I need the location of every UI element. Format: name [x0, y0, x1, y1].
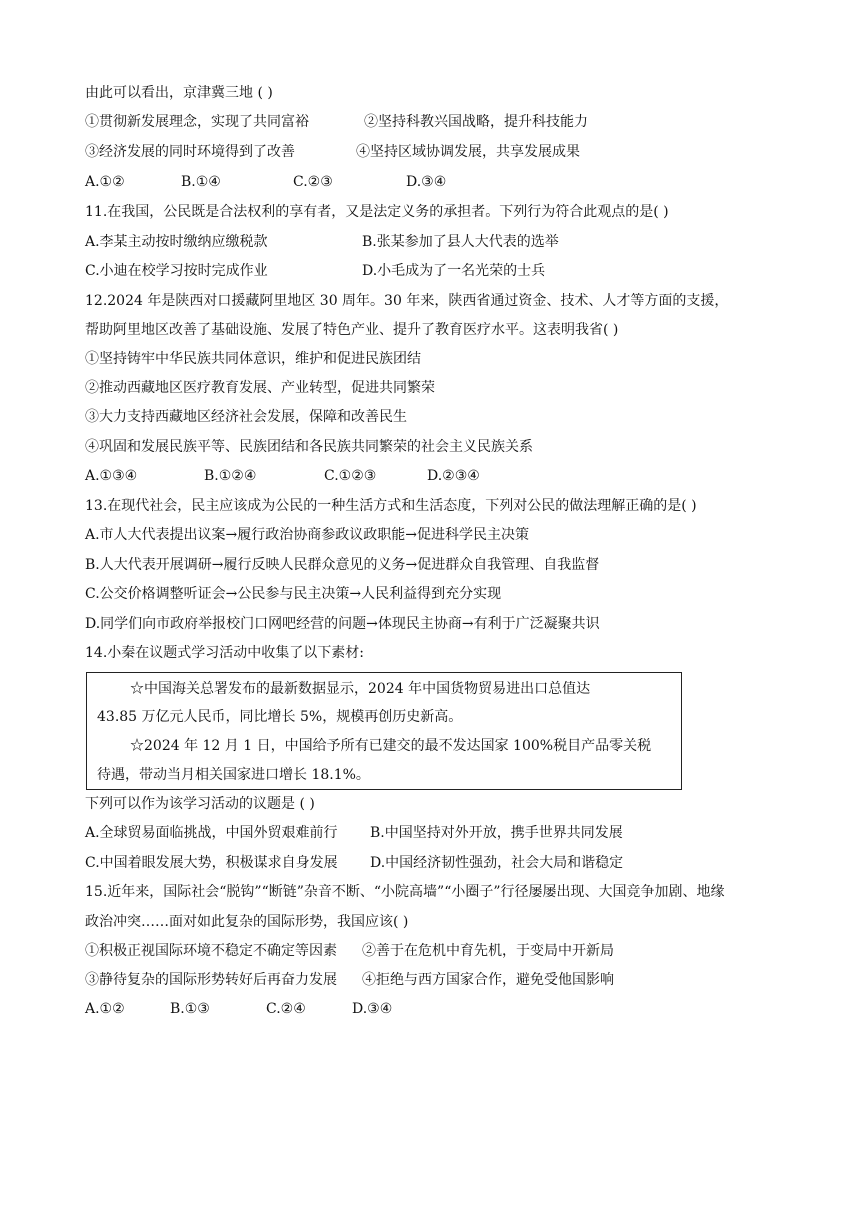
- q11-stem: 11.在我国，公民既是合法权利的享有者，又是法定义务的承担者。下列行为符合此观点的是( ): [85, 204, 669, 220]
- q13-option-c[interactable]: C.公交价格调整听证会→公民参与民主决策→人民利益得到充分实现: [85, 586, 502, 602]
- q14-option-b[interactable]: B.中国坚持对外开放，携手世界共同发展: [370, 825, 623, 841]
- q10-option-c[interactable]: C.②③: [293, 174, 333, 190]
- q15-statement-3: ③静待复杂的国际形势转好后再奋力发展: [85, 972, 337, 988]
- q11-option-a[interactable]: A.李某主动按时缴纳应缴税款: [85, 234, 268, 250]
- q15-statement-2: ②善于在危机中育先机，于变局中开新局: [362, 943, 614, 959]
- q10-option-a[interactable]: A.①②: [85, 174, 125, 190]
- q12-stem-line-1: 12.2024 年是陕西对口援藏阿里地区 30 周年。30 年来，陕西省通过资金、技术、人才等方面的支援，: [85, 293, 729, 309]
- q12-option-d[interactable]: D.②③④: [427, 468, 480, 484]
- q10-stem: 由此可以看出，京津冀三地 ( ): [85, 85, 273, 101]
- q14-stem: 14.小秦在议题式学习活动中收集了以下素材:: [85, 645, 364, 661]
- q13-stem: 13.在现代社会，民主应该成为公民的一种生活方式和生活态度，下列对公民的做法理解正确的是( ): [85, 498, 697, 514]
- q10-statement-1: ①贯彻新发展理念，实现了共同富裕: [85, 114, 309, 130]
- q12-statement-3: ③大力支持西藏地区经济社会发展，保障和改善民生: [85, 409, 407, 425]
- q14-option-d[interactable]: D.中国经济韧性强劲，社会大局和谐稳定: [370, 855, 624, 871]
- q15-stem-line-2: 政治冲突……面对如此复杂的国际形势，我国应该( ): [85, 914, 409, 930]
- q15-option-c[interactable]: C.②④: [266, 1001, 306, 1017]
- q10-statement-3: ③经济发展的同时环境得到了改善: [85, 144, 295, 160]
- q11-option-d[interactable]: D.小毛成为了一名光荣的士兵: [362, 263, 546, 279]
- q13-option-a[interactable]: A.市人大代表提出议案→履行政治协商参政议政职能→促进科学民主决策: [85, 527, 530, 543]
- q14-option-c[interactable]: C.中国着眼发展大势，积极谋求自身发展: [85, 855, 338, 871]
- q14-question: 下列可以作为该学习活动的议题是 ( ): [85, 796, 315, 812]
- q15-option-d[interactable]: D.③④: [352, 1001, 393, 1017]
- q10-option-d[interactable]: D.③④: [406, 174, 447, 190]
- q12-option-c[interactable]: C.①②③: [324, 468, 377, 484]
- q14-material-2-line-1: ☆2024 年 12 月 1 日，中国给予所有已建交的最不发达国家 100%税目产品零关税: [130, 738, 652, 754]
- q13-option-d[interactable]: D.同学们向市政府举报校门口网吧经营的问题→体现民主协商→有利于广泛凝聚共识: [85, 616, 600, 632]
- q10-statement-2: ②坚持科教兴国战略，提升科技能力: [364, 114, 588, 130]
- q15-option-a[interactable]: A.①②: [85, 1001, 125, 1017]
- q10-statement-4: ④坚持区域协调发展，共享发展成果: [356, 144, 580, 160]
- q12-statement-2: ②推动西藏地区医疗教育发展、产业转型，促进共同繁荣: [85, 380, 435, 396]
- q14-material-1-line-1: ☆中国海关总署发布的最新数据显示，2024 年中国货物贸易进出口总值达: [130, 681, 591, 697]
- q10-option-b[interactable]: B.①④: [181, 174, 221, 190]
- q11-option-c[interactable]: C.小迪在校学习按时完成作业: [85, 263, 268, 279]
- q14-material-box: [86, 672, 682, 790]
- q15-statement-1: ①积极正视国际环境不稳定不确定等因素: [85, 943, 337, 959]
- q12-option-b[interactable]: B.①②④: [204, 468, 257, 484]
- q12-stem-line-2: 帮助阿里地区改善了基础设施、发展了特色产业、提升了教育医疗水平。这表明我省( ): [85, 322, 619, 338]
- q12-option-a[interactable]: A.①③④: [85, 468, 138, 484]
- q15-option-b[interactable]: B.①③: [170, 1001, 210, 1017]
- q13-option-b[interactable]: B.人大代表开展调研→履行反映人民群众意见的义务→促进群众自我管理、自我监督: [85, 557, 600, 573]
- q15-stem-line-1: 15.近年来，国际社会“脱钩”“断链”杂音不断、“小院高墙”“小圈子”行径屡屡出现、大国竞争加剧、地缘: [85, 884, 725, 900]
- q12-statement-1: ①坚持铸牢中华民族共同体意识，维护和促进民族团结: [85, 351, 421, 367]
- q14-option-a[interactable]: A.全球贸易面临挑战，中国外贸艰难前行: [85, 825, 338, 841]
- q11-option-b[interactable]: B.张某参加了县人大代表的选举: [362, 234, 559, 250]
- q14-material-2-line-2: 待遇，带动当月相关国家进口增长 18.1%。: [97, 767, 370, 783]
- q14-material-1-line-2: 43.85 万亿元人民币，同比增长 5%，规模再创历史新高。: [97, 709, 463, 725]
- q12-statement-4: ④巩固和发展民族平等、民族团结和各民族共同繁荣的社会主义民族关系: [85, 439, 533, 455]
- q15-statement-4: ④拒绝与西方国家合作，避免受他国影响: [362, 972, 614, 988]
